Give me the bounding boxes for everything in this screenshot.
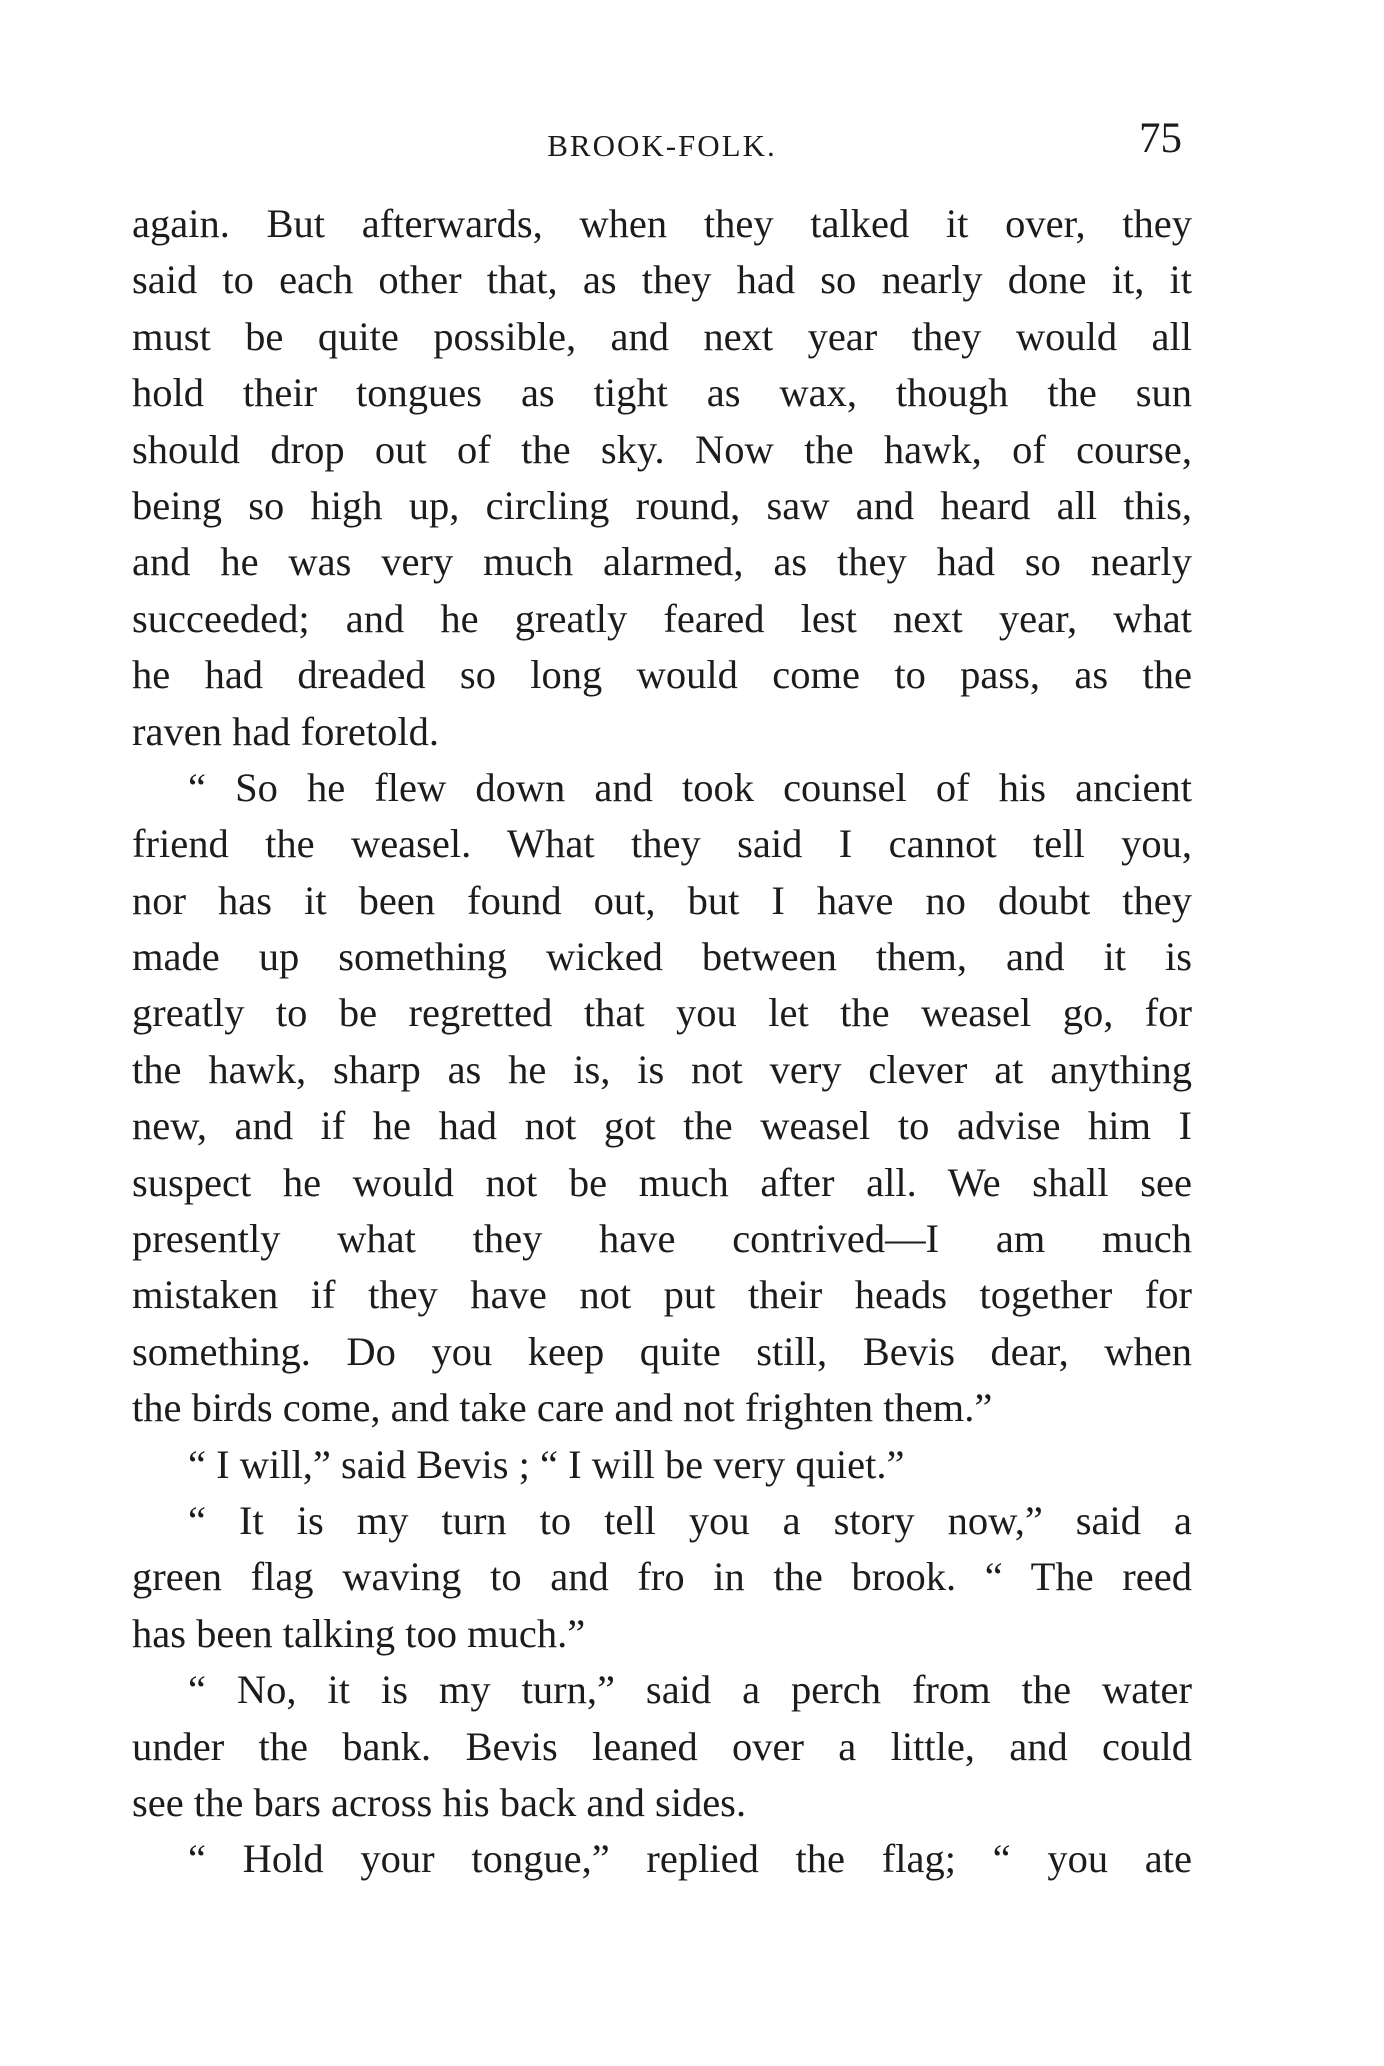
text-line: new, and if he had not got the weasel to advise him I (132, 1103, 1192, 1149)
text-line: “ Hold your tongue,” replied the flag; “ you ate (188, 1836, 1192, 1882)
text-line: “ It is my turn to tell you a story now,” said a (188, 1497, 1192, 1543)
text-line: succeeded; and he greatly feared lest next year, what (132, 595, 1192, 641)
text-line: again. But afterwards, when they talked it over, they (132, 201, 1192, 246)
text-line: “ I will,” said Bevis ; “ I will be very quiet.” (188, 1441, 905, 1487)
text-line: presently what they have contrived—I am much (132, 1216, 1192, 1262)
text-line: the hawk, sharp as he is, is not very clever at anything (132, 1046, 1192, 1092)
text-line: under the bank. Bevis leaned over a little, and could (132, 1723, 1192, 1769)
text-line: must be quite possible, and next year they would all (132, 313, 1192, 359)
running-head (132, 115, 1192, 178)
text-line: nor has it been found out, but I have no doubt they (132, 877, 1192, 923)
text-line: said to each other that, as they had so nearly done it, it (132, 257, 1192, 303)
text-line: see the bars across his back and sides. (132, 1779, 747, 1825)
running-title: BROOK-FOLK. (547, 128, 777, 163)
text-line: “ No, it is my turn,” said a perch from the water (188, 1667, 1192, 1713)
text-line: green flag waving to and fro in the brook. “ The reed (132, 1554, 1192, 1600)
text-line: “ So he flew down and took counsel of his ancient (188, 764, 1192, 810)
text-line: friend the weasel. What they said I cannot tell you, (132, 821, 1192, 867)
text-line: hold their tongues as tight as wax, though the sun (132, 370, 1192, 416)
page-number: 75 (1139, 115, 1182, 162)
text-line: the birds come, and take care and not frighten them.” (132, 1385, 993, 1431)
text-line: raven had foretold. (132, 708, 439, 754)
text-line: should drop out of the sky. Now the hawk, of course, (132, 426, 1192, 472)
text-line: something. Do you keep quite still, Bevis dear, when (132, 1328, 1192, 1374)
text-line: he had dreaded so long would come to pass, as the (132, 652, 1192, 698)
text-line: greatly to be regretted that you let the weasel go, for (132, 990, 1192, 1036)
text-line: and he was very much alarmed, as they had so nearly (132, 539, 1192, 585)
text-line: has been talking too much.” (132, 1610, 586, 1656)
text-line: being so high up, circling round, saw and heard all this, (132, 482, 1192, 528)
text-line: mistaken if they have not put their heads together for (132, 1272, 1192, 1318)
text-line: made up something wicked between them, and it is (132, 934, 1192, 980)
body-text (132, 196, 1192, 1888)
text-line: suspect he would not be much after all. We shall see (132, 1159, 1192, 1205)
